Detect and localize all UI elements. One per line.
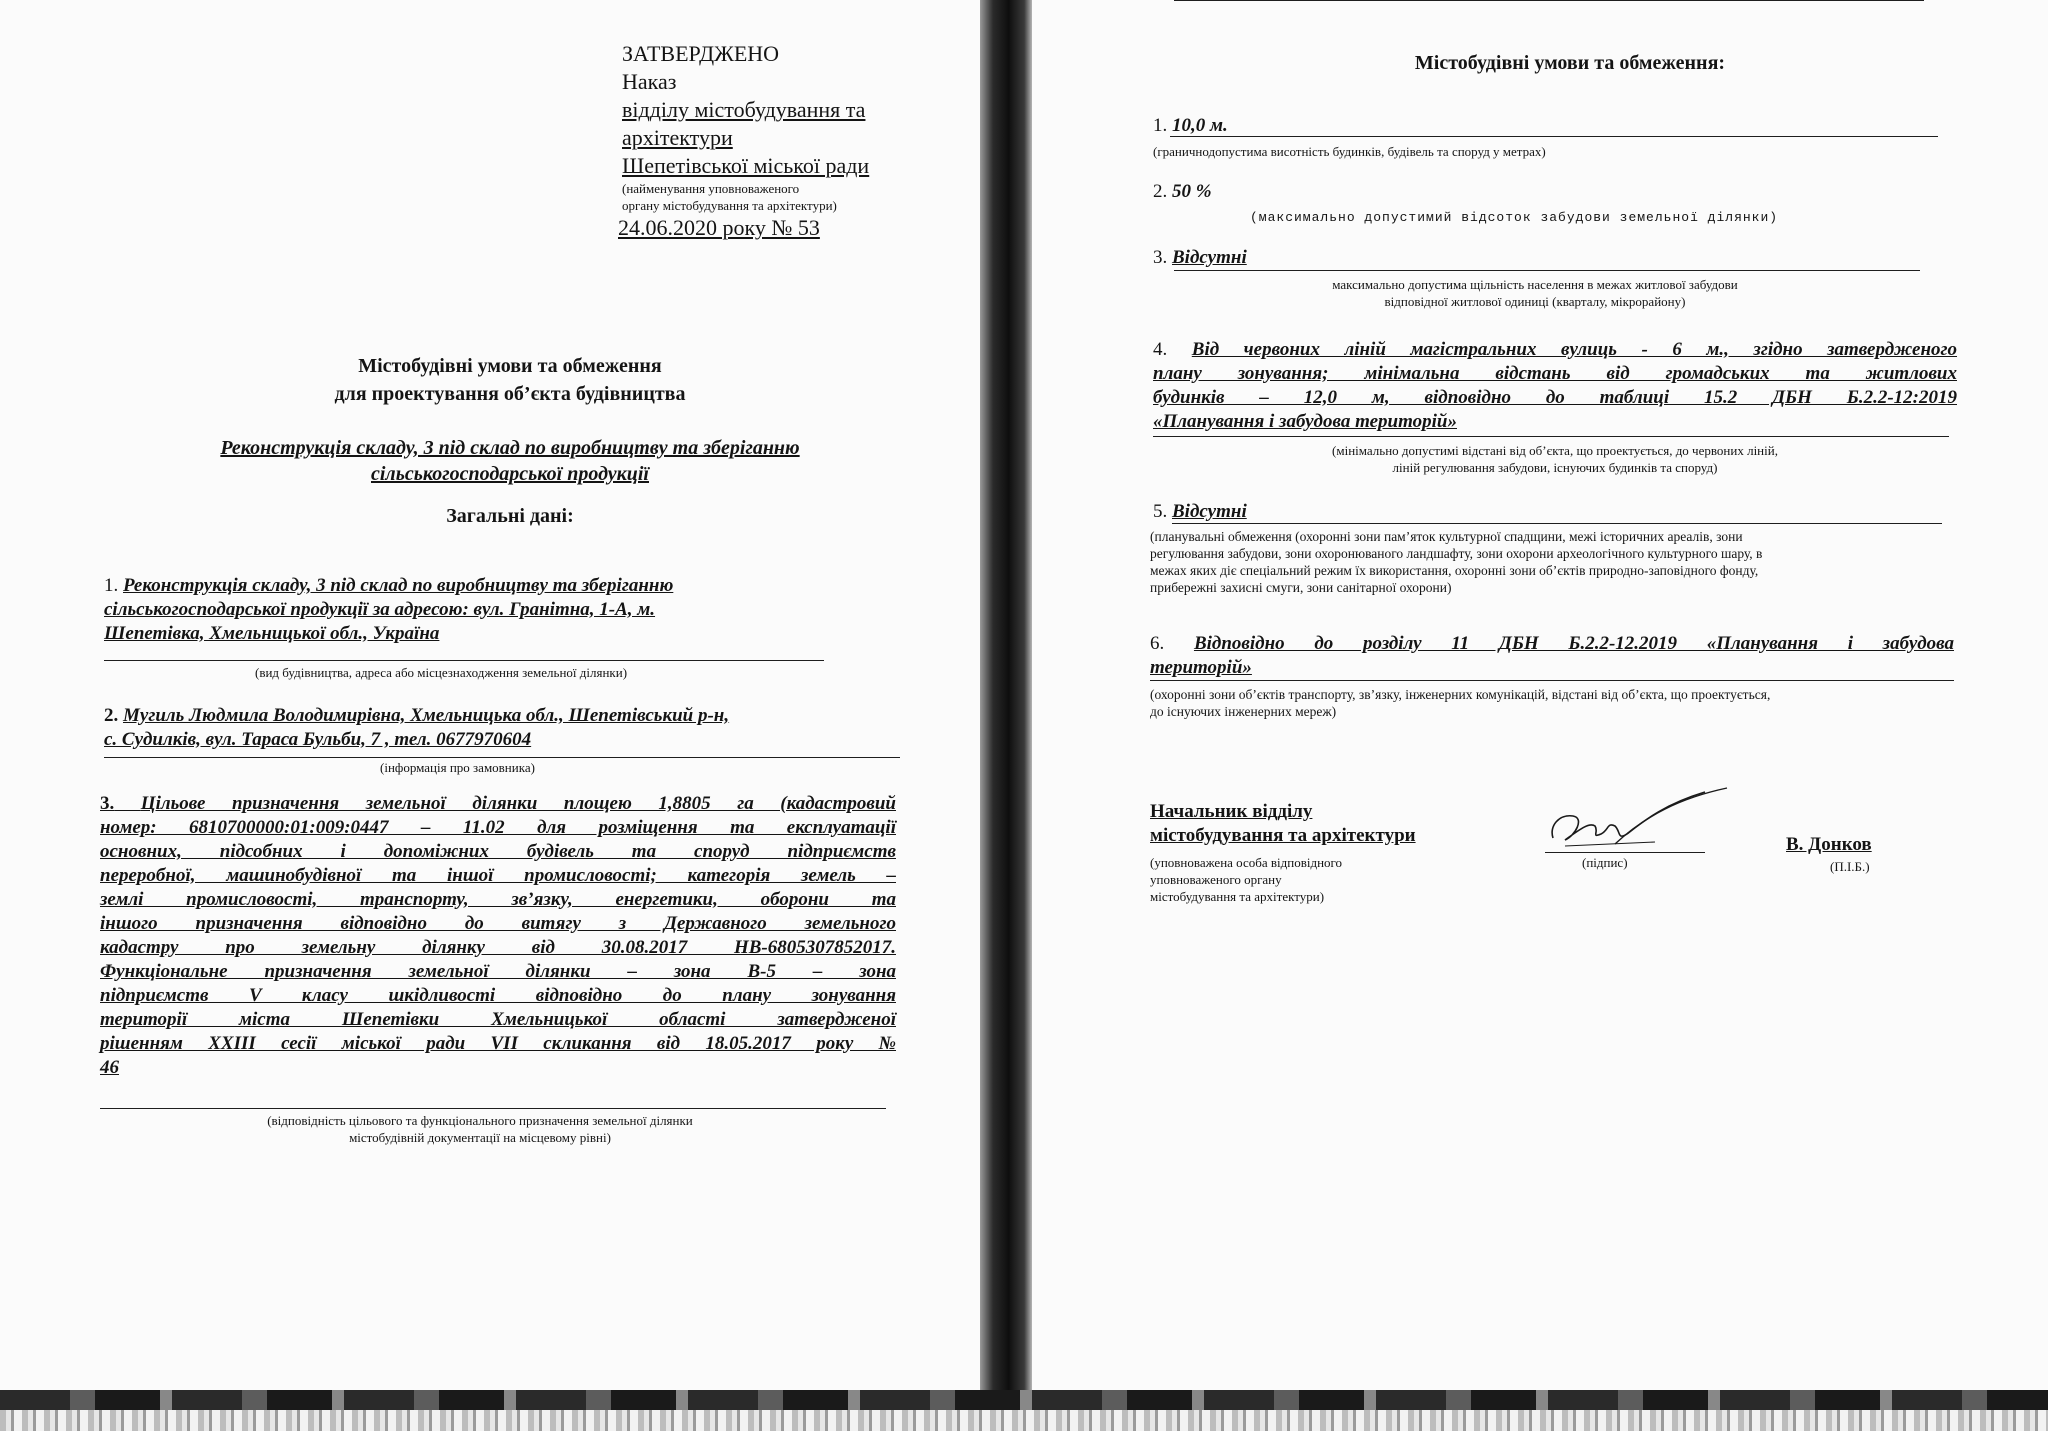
condition-1-rule [1170,136,1938,137]
general-item-2-number: 2. [104,705,119,726]
condition-4-number: 4. [1153,339,1168,360]
general-item-3-number: 3. [100,793,115,814]
condition-3-number: 3. [1153,247,1168,268]
condition-1-hint: (граничнодопустима висотність будинків, будівель та споруд у метрах) [1153,144,1546,159]
condition-5-number: 5. [1153,501,1168,522]
general-item-2-line2: с. Судилків, вул. Тараса Бульби, 7 , тел. 0677970604 [104,729,532,750]
general-item-3-hint1: (відповідність цільового та функціонального призначення земельної ділянки [267,1113,693,1128]
condition-4-line1: Від червоних ліній магістральних вулиць - 6 м., згідно затвердженого [1191,339,1958,360]
approval-order: Наказ [622,69,677,94]
general-item-3-hint [160,1112,800,1146]
general-item-3-line7: кадастру про земельну ділянку від 30.08.2017 НВ-6805307852017. [100,937,896,958]
general-item-3-line1: Цільове призначення земельної ділянки площею 1,8805 га (кадастровий [140,793,896,814]
condition-4-line2: плану зонування; мінімальна відстань від громадських та житлових [1153,363,1957,384]
condition-3 [1153,246,1247,270]
handwritten-signature-icon [1545,786,1735,856]
condition-6 [1150,632,1954,680]
signatory-position-hint2: уповноваженого органу [1150,872,1282,887]
condition-5 [1153,500,1247,524]
general-item-2-hint: (інформація про замовника) [380,760,535,775]
condition-3-hint [1220,276,1850,310]
approval-org-line2: архітектури [622,125,733,150]
scan-bottom-noise [0,1410,2048,1431]
signatory-position-hint [1150,854,1342,905]
general-item-2 [104,704,904,752]
document-title [180,352,840,408]
object-name [150,435,870,487]
general-item-3-line12: 46 [100,1057,119,1078]
condition-4-hint1: (мінімально допустимі відстані від об’єкта, що проектується, до червоних ліній, [1332,443,1778,458]
condition-6-hint1: (охоронні зони об’єктів транспорту, зв’язку, інженерних комунікацій, відстані від об’єкта, що проектується, [1150,687,1771,702]
general-item-3-line2: номер: 6810700000:01:009:0447 – 11.02 для розміщення та експлуатації [100,817,896,838]
general-item-3-line9: підприємств V класу шкідливості відповідно до плану зонування [100,985,896,1006]
book-gutter [980,0,1032,1390]
general-item-1-hint: (вид будівництва, адреса або місцезнаходження земельної ділянки) [255,665,628,680]
condition-3-value: Відсутні [1172,247,1247,268]
condition-6-line1: Відповідно до розділу 11 ДБН Б.2.2-12.2019 «Планування і забудова [1193,633,1954,654]
condition-4-line3: будинків – 12,0 м, відповідно до таблиці 15.2 ДБН Б.2.2-12:2019 [1153,387,1957,408]
condition-5-value: Відсутні [1172,501,1247,522]
general-item-3-line5: землі промисловості, транспорту, зв’язку, енергетики, оборони та [100,889,896,910]
condition-2 [1153,180,1212,204]
signature-hint: (підпис) [1582,855,1628,870]
condition-6-line2: територій» [1150,657,1252,678]
object-name-line2: сільськогосподарської продукції [371,463,649,485]
general-item-3-line11: рішенням XXIII сесії міської ради VII скликання від 18.05.2017 року № [100,1033,896,1054]
condition-2-rule [1174,0,1924,1]
general-item-1 [104,574,834,646]
approval-org-line3: Шепетівської міської ради [622,153,870,178]
condition-5-hint-line2: регулювання забудови, зони охоронюваного ландшафту, зони охорони археологічного культурного шару, в [1150,546,1763,561]
approval-stamp: ЗАТВЕРДЖЕНО [622,41,780,66]
general-item-3-line4: переробної, машинобудівної та іншої промисловості; категорія земель – [100,865,896,886]
signatory-position-line2: містобудування та архітектури [1150,825,1416,846]
condition-3-hint2: відповідної житлової одиниці (кварталу, мікрорайону) [1384,294,1686,309]
condition-4-hint [1230,442,1880,476]
condition-6-number: 6. [1150,633,1165,654]
general-item-2-line1: Мугиль Людмила Володимирівна, Хмельницька обл., Шепетівський р-н, [123,705,730,726]
document-title-line1: Містобудівні умови та обмеження [358,355,662,377]
condition-5-hint-line1: (планувальні обмеження (охоронні зони пам’яток культурної спадщини, межі історичних ареалів, зони [1150,529,1743,544]
general-item-3-rule [100,1108,886,1109]
condition-6-hint2: до існуючих інженерних мереж) [1150,704,1337,719]
general-item-3-line3: основних, підсобних і допоміжних будівель та споруд підприємств [100,841,896,862]
signatory-position [1150,800,1416,848]
condition-1 [1153,114,1228,138]
condition-1-value: 10,0 м. [1172,115,1228,136]
condition-5-hint [1150,528,1970,596]
condition-2-value: 50 % [1172,181,1212,202]
general-heading: Загальні дані: [446,505,574,527]
document-title-line2: для проектування об’єкта будівництва [334,383,686,405]
condition-2-number: 2. [1153,181,1168,202]
condition-3-rule [1174,270,1920,271]
condition-4-line4: «Планування і забудова територій» [1153,411,1457,432]
signatory-name-hint: (П.І.Б.) [1830,859,1870,874]
condition-3-hint1: максимально допустима щільність населення в межах житлової забудови [1332,277,1738,292]
general-item-2-rule [104,757,900,758]
general-item-1-rule [104,660,824,661]
general-item-1-line2: сільськогосподарської продукції за адресою: вул. Гранітна, 1-А, м. [104,599,656,620]
condition-4-rule [1153,436,1949,437]
condition-6-hint [1150,686,1970,720]
conditions-title: Містобудівні умови та обмеження: [1414,52,1726,74]
left-page [0,0,980,1390]
condition-5-hint-line4: прибережні захисні смуги, зони санітарної охорони) [1150,580,1452,595]
general-item-3-line8: Функціональне призначення земельної ділянки – зона В-5 – зона [100,961,896,982]
condition-6-rule [1150,680,1954,681]
general-item-1-number: 1. [104,575,119,596]
signatory-position-hint3: містобудування та архітектури) [1150,889,1325,904]
object-name-line1: Реконструкція складу, 3 під склад по виробництву та зберіганню [220,437,800,459]
general-item-3-hint2: містобудівній документації на місцевому рівні) [349,1130,611,1145]
general-item-1-line1: Реконструкція складу, 3 під склад по виробництву та зберіганню [123,575,674,596]
approval-block [618,40,952,242]
approval-org-hint1: (найменування уповноваженого [622,181,800,196]
condition-5-hint-line3: межах яких діє спеціальний режим їх використання, охоронні зони об’єктів природно-заповідного фонду, [1150,563,1759,578]
general-item-3 [100,792,896,1080]
approval-org-hint2: органу містобудування та архітектури) [622,198,837,213]
approval-org-line1: відділу містобудування та [622,97,866,122]
condition-4 [1153,338,1957,434]
signatory-position-line1: Начальник відділу [1150,801,1313,822]
condition-2-hint: (максимально допустимий відсоток забудови земельної ділянки) [1250,210,1779,225]
approval-date-number: 24.06.2020 року № 53 [618,215,820,240]
general-item-3-line10: території міста Шепетівки Хмельницької області затвердженої [100,1009,896,1030]
signatory-name: В. Донков [1786,834,1872,855]
general-item-3-line6: іншого призначення відповідно до витягу з Державного земельного [100,913,896,934]
signatory-position-hint1: (уповноважена особа відповідного [1150,855,1343,870]
condition-5-rule [1172,523,1942,524]
general-item-1-line3: Шепетівка, Хмельницької обл., Україна [104,623,440,644]
condition-1-number: 1. [1153,115,1168,136]
condition-4-hint2: ліній регулювання забудови, існуючих будинків та споруд) [1392,460,1718,475]
